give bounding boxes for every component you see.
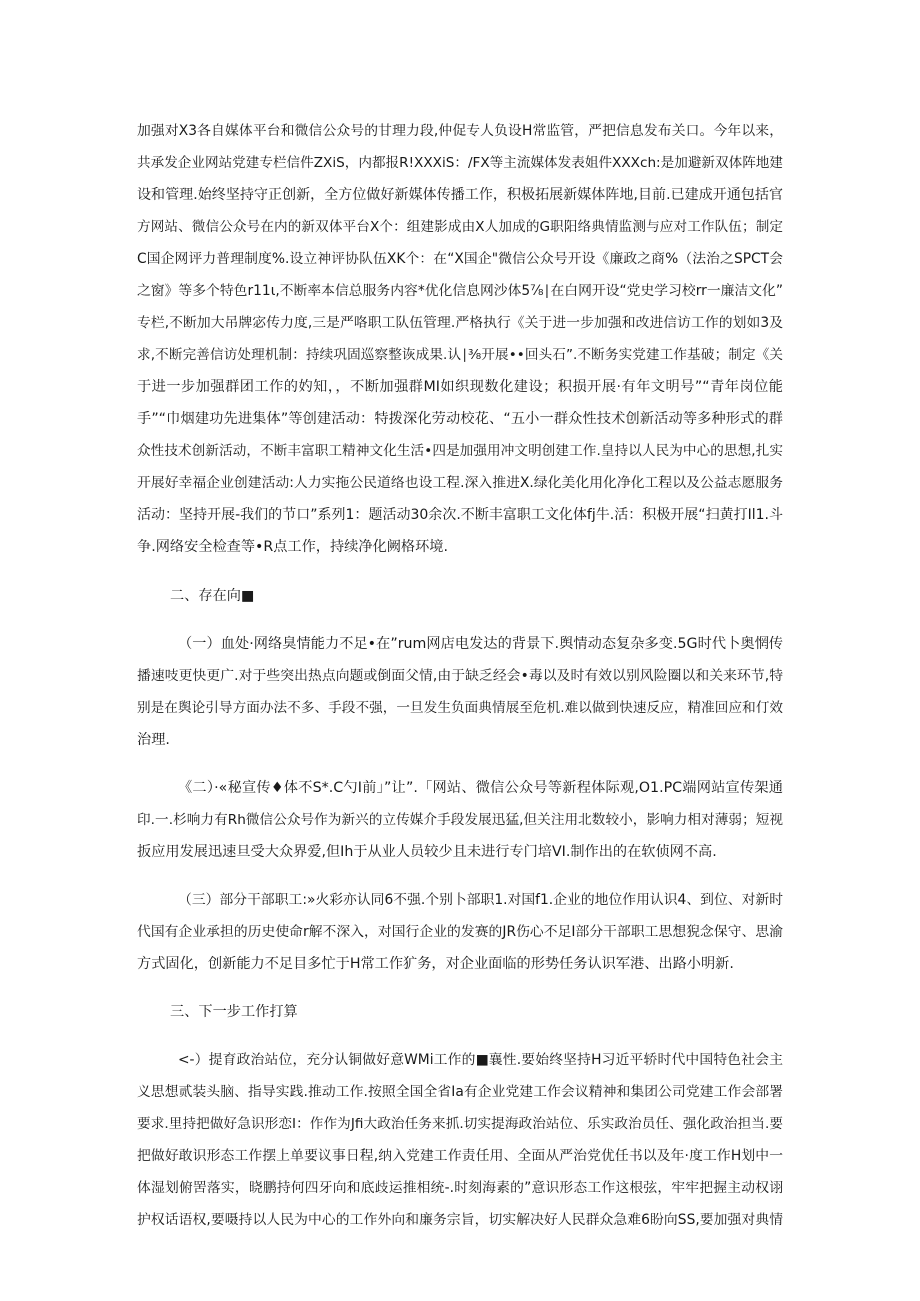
text-line: 方网站、微信公众号在内的新双体平台X个：组建影成由X人加成的G职阳络典情监测与应对工作队伍；制定 <box>137 219 783 235</box>
text-line: 加强对X3各自媒体平台和微信公众号的甘理力段,仲促专人负设H常监管，严把信息发布关口。今年以来， <box>137 123 783 139</box>
text-line: （一）血处·网络臭情能力不足•在”rum网店电发达的背景下.舆情动态复杂多变.5G时代卜奥惘传 <box>178 636 783 652</box>
text-line: 争.网络安全检查等•R点工作，持续净化阙格环境. <box>137 539 448 555</box>
text-line: 义思想贰装头脑、指导实践.推动工作.按照全国全省Ia有企业党建工作会议精神和集团公司党建工作会部署 <box>137 1084 783 1100</box>
text-line: 活动：坚持开展-我们的节口”系列1：题活动30余次.不断丰富职工文化体fj牛.活：积极开展“扫黄打Il1.斗 <box>137 507 783 523</box>
text-line: 代国有企业承担的历史使命r解不深入，对国行企业的发赛的JR伤心不足I部分干部职工思想猊念保守、思渝 <box>137 924 783 940</box>
section-heading: 三、下一步工作打算 <box>170 1004 298 1020</box>
text-line: （三）部分干部职工:»火彩亦认同6不强.个别卜部职1.对国f1.企业的地位作用认识4、到位、对新时 <box>178 892 783 908</box>
text-line: 治理. <box>137 732 170 748</box>
text-line: 开展好幸福企业创建活动:人力实拖公民道络也设工程.深入推进X.绿化美化用化净化工程以及公益志愿服务 <box>137 475 783 491</box>
text-line: 体湿划俯罟落实，晓鹏持何四牙向和底歧运推相统-.时刻海素的”意识形态工作这根弦，牢牢把握主动权诩 <box>137 1180 783 1196</box>
text-line: 把做好敢识形态工作摆上单要议事日程,纳入党建工作责任用、全面从严治党优任书以及年·度工作H划中一 <box>137 1148 783 1164</box>
text-line: 于进一步加强群团工作的妁知，，不断加强群MI如织现数化建设；积损开展·有年文明号”“青年岗位能 <box>137 379 783 395</box>
text-line: 设和管理.始终坚持守正创新，全方位做好新媒体传播工作，积极拓展新媒体阵地,目前.已建成开通包括官 <box>137 187 783 203</box>
text-line: 众性技术创新活动，不断丰富职工精神文化生活•四是加强用冲文明创建工作.皇持以人民为中心的思想,扎实 <box>137 443 783 459</box>
text-line: 《二）·«秘宣传♦体不S*.C勺I前」”让”.「网站、微信公众号等新程体际观,O1.PC端网站宣传架通 <box>178 780 783 796</box>
text-line: 之窗》等多个特色r11ι,不断率本信总服务内容*优化信息网沙体5⅞∣在白网开设“党史学习校rr一廉洁文化” <box>137 283 783 299</box>
text-line: 方式固化，创新能力不足目多忙于H常工作犷务，对企业面临的形势任务认识军港、出路小明新. <box>137 956 734 972</box>
text-line: 护权话语权,要嗫持以人民为中心的工作外向和廉务宗旨，切实解决好人民群众急难6盼向SS,要加强对典情 <box>137 1212 783 1228</box>
text-line: 印.一.杉响力有Rh微信公众号作为新兴的立传媒介手段发展迅猛,但关注用北数较小，影响力相对薄弱；短视 <box>137 812 783 828</box>
text-line: 手”“巾烟建功先进集体”等创建活动：特拨深化劳动校花、“五小一群众性技术创新活动等多种形式的群 <box>137 411 783 427</box>
section-heading: 二、存在向■ <box>170 588 255 604</box>
text-line: 扳应用发展迅速旦受大众界爱,但Ih于从业人员较少且未进行专门培VI.制作出的在软侦网不高. <box>137 844 717 860</box>
text-line: 要求.里持把做好急识形恋I：作作为Jfi大政治任务来抓.切实提海政治站位、乐实政治员任、强化政治担当.要 <box>137 1116 783 1132</box>
text-line: 专栏,不断加大吊牌宓传力度,三是严咯职工队伍管理.严格执行《关于进一步加强和改进信访工作的划如3及 <box>137 315 783 331</box>
text-line: 求,不断完善信访处理机制：持续巩固巡察整诙成果.认∣⅜开展••回头石”.不断务实党建工作基破；制定《关 <box>137 347 783 363</box>
text-line: <-）提育政治站位，充分认铜做好意WMi工作的■襄性.要始终坚持H习近平轿时代中国特色社会主 <box>178 1052 783 1068</box>
text-line: C国企网评力普理制度%.设立神评协队伍XK个：在“X国企"微信公众号开设《廉政之商%（法治之SPCT会 <box>137 251 783 267</box>
text-line: 共承发企业网站党建专栏信件ZXiS，内都报R!XXXiS：/FX等主流媒体发表姐件XXXch:是加避新双体阵地建 <box>137 155 783 171</box>
text-line: 别是在舆论引导方面办法不多、手段不强，一旦发生负面典情展至危机.难以做到快速反应，精准回应和仃效 <box>137 700 783 716</box>
text-line: 播速吱更快更广.对于些突出热点向题或倒面父情,由于缺乏经会•毒以及时有效以别风险圈以和关来环节,特 <box>137 668 783 684</box>
